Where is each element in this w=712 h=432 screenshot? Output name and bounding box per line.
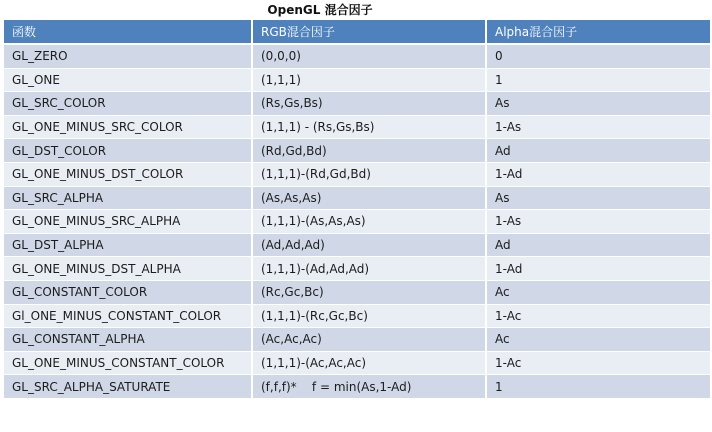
table-row — [4, 68, 710, 92]
cell-function: Gl_ONE_MINUS_CONSTANT_COLOR — [4, 304, 252, 328]
cell-function: GL_ONE_MINUS_DST_ALPHA — [4, 257, 252, 281]
cell-function: GL_SRC_COLOR — [4, 92, 252, 116]
cell-alpha-factor: Ad — [486, 233, 710, 257]
cell-function: GL_ONE_MINUS_SRC_ALPHA — [4, 210, 252, 234]
table-row — [4, 92, 710, 116]
cell-function: GL_DST_COLOR — [4, 139, 252, 163]
table-row — [4, 210, 710, 234]
cell-rgb-factor: (Ac,Ac,Ac) — [252, 328, 486, 352]
header-alpha-factor: Alpha混合因子 — [486, 20, 710, 44]
table-row — [4, 257, 710, 281]
cell-function: GL_SRC_ALPHA — [4, 186, 252, 210]
cell-rgb-factor: (Rd,Gd,Bd) — [252, 139, 486, 163]
cell-rgb-factor: (1,1,1) — [252, 68, 486, 92]
cell-function: GL_SRC_ALPHA_SATURATE — [4, 375, 252, 399]
cell-alpha-factor: 1-Ad — [486, 162, 710, 186]
table-row — [4, 375, 710, 399]
cell-alpha-factor: Ac — [486, 328, 710, 352]
cell-rgb-factor: (1,1,1)-(Rd,Gd,Bd) — [252, 162, 486, 186]
cell-alpha-factor: 1 — [486, 375, 710, 399]
table-row — [4, 186, 710, 210]
table-row — [4, 304, 710, 328]
table-row — [4, 328, 710, 352]
cell-alpha-factor: 1-As — [486, 210, 710, 234]
cell-rgb-factor: (Rs,Gs,Bs) — [252, 92, 486, 116]
cell-alpha-factor: 1-Ac — [486, 351, 710, 375]
cell-alpha-factor: Ac — [486, 280, 710, 304]
cell-alpha-factor: As — [486, 92, 710, 116]
cell-alpha-factor: As — [486, 186, 710, 210]
cell-function: GL_CONSTANT_ALPHA — [4, 328, 252, 352]
cell-function: GL_ONE_MINUS_DST_COLOR — [4, 162, 252, 186]
cell-alpha-factor: 0 — [486, 44, 710, 68]
blend-factor-table — [4, 20, 710, 399]
cell-rgb-factor: (f,f,f)* f = min(As,1-Ad) — [252, 375, 486, 399]
cell-rgb-factor: (1,1,1)-(Rc,Gc,Bc) — [252, 304, 486, 328]
cell-function: GL_ONE_MINUS_SRC_COLOR — [4, 115, 252, 139]
cell-rgb-factor: (Rc,Gc,Bc) — [252, 280, 486, 304]
cell-rgb-factor: (0,0,0) — [252, 44, 486, 68]
cell-alpha-factor: 1-As — [486, 115, 710, 139]
cell-rgb-factor: (1,1,1)-(As,As,As) — [252, 210, 486, 234]
cell-function: GL_ZERO — [4, 44, 252, 68]
cell-function: GL_DST_ALPHA — [4, 233, 252, 257]
cell-rgb-factor: (As,As,As) — [252, 186, 486, 210]
cell-function: GL_ONE — [4, 68, 252, 92]
table-row — [4, 162, 710, 186]
cell-function: GL_ONE_MINUS_CONSTANT_COLOR — [4, 351, 252, 375]
table-row — [4, 44, 710, 68]
cell-rgb-factor: (1,1,1)-(Ac,Ac,Ac) — [252, 351, 486, 375]
cell-rgb-factor: (Ad,Ad,Ad) — [252, 233, 486, 257]
header-row — [4, 20, 710, 44]
cell-alpha-factor: Ad — [486, 139, 710, 163]
cell-alpha-factor: 1-Ad — [486, 257, 710, 281]
cell-function: GL_CONSTANT_COLOR — [4, 280, 252, 304]
table-row — [4, 115, 710, 139]
cell-alpha-factor: 1-Ac — [486, 304, 710, 328]
cell-alpha-factor: 1 — [486, 68, 710, 92]
table-row — [4, 280, 710, 304]
table-row — [4, 233, 710, 257]
table-row — [4, 351, 710, 375]
table-row — [4, 139, 710, 163]
header-function: 函数 — [4, 20, 252, 44]
cell-rgb-factor: (1,1,1)-(Ad,Ad,Ad) — [252, 257, 486, 281]
header-rgb-factor: RGB混合因子 — [252, 20, 486, 44]
table-title: OpenGL 混合因子 — [267, 3, 373, 17]
cell-rgb-factor: (1,1,1) - (Rs,Gs,Bs) — [252, 115, 486, 139]
